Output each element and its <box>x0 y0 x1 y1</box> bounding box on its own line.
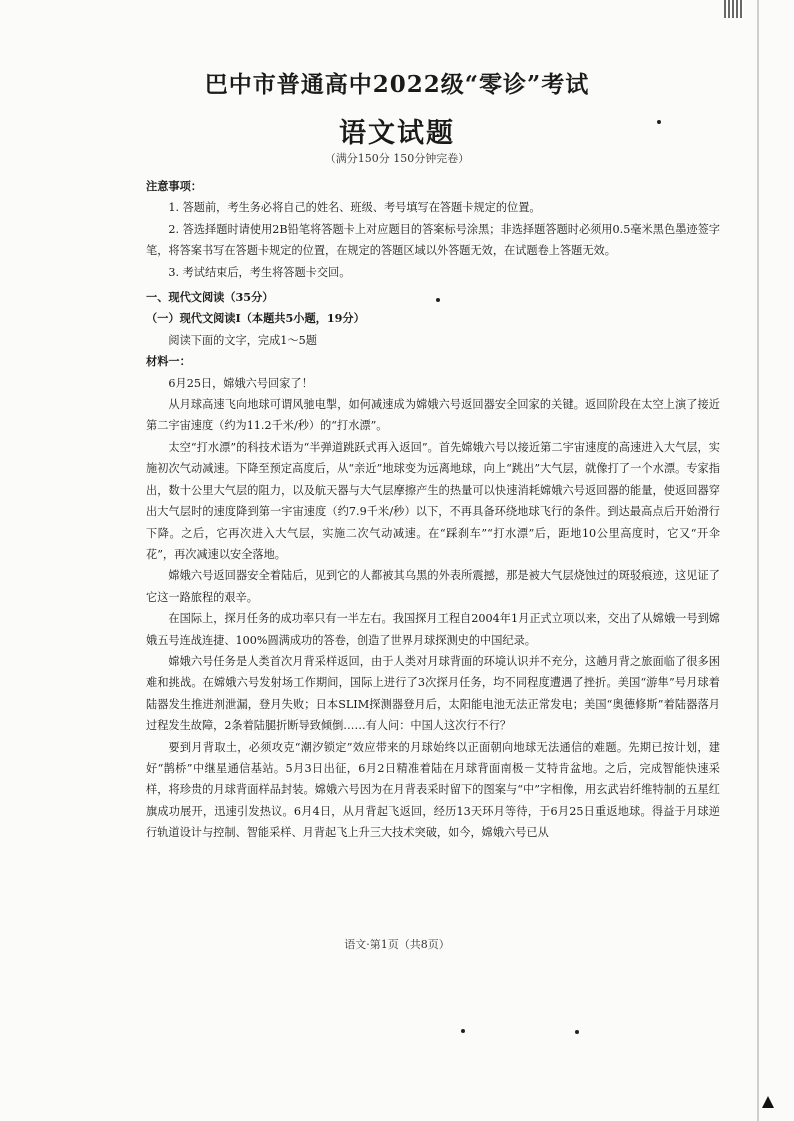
notice-item-2: 2. 答选择题时请使用2B铅笔将答题卡上对应题目的答案标号涂黑；非选择题答题时必须用0.5毫米黑色墨迹签字笔，将答案书写在答题卡规定的位置，在规定的答题区域以外答题无效，在试题卷上答题无效。 <box>146 222 720 258</box>
notice-heading: 注意事项： <box>146 179 202 193</box>
scan-speck <box>657 120 661 124</box>
paragraph-3: 太空“打水漂”的科技术语为“半弹道跳跃式再入返回”。首先嫦娥六号以接近第二宇宙速度的高速进入大气层，实施初次气动减速。下降至预定高度后，从“亲近”地球变为远离地球，向上“跳出”大气层，就像打了一个水漂。专家指出，数十公里大气层的阻力，以及航天器与大气层摩擦产生的热量可以快速消耗嫦娥六号返回器的能量，使返回器穿出大气层时的速度降到第一宇宙速度（约7.9千米/秒）以下，不再具备环绕地球飞行的条件。到达最高点后开始滑行下降。之后，它再次进入大气层，实施二次气动减速。在“踩刹车”“打水漂”后，距地10公里高度时，它又“开伞花”，再次减速以安全落地。 <box>146 440 720 561</box>
paragraph-4: 嫦娥六号返回器安全着陆后，见到它的人都被其乌黑的外表所震撼，那是被大气层烧蚀过的斑驳痕迹，这见证了它这一路旅程的艰辛。 <box>146 569 720 604</box>
paragraph-1: 6月25日，嫦娥六号回家了！ <box>168 376 313 390</box>
paragraph-7: 要到月背取土，必须攻克“潮汐锁定”效应带来的月球始终以正面朝向地球无法通信的难题。先期已按计划，建好“鹊桥”中继星通信基站。5月3日出征，6月2日精准着陆在月球背面南极－艾特肯盆地。之后，完成智能快速采样，将珍贵的月球背面样品封装。嫦娥六号因为在月背表采时留下的图案与“中”字相像，用玄武岩纤维特制的五星红旗成功展开，迅速引发热议。6月4日，从月背起飞返回，经历13天环月等待，于6月25日重返地球。得益于月球逆行轨道设计与控制、智能采样、月背起飞上升三大技术突破，如今，嫦娥六号已从 <box>146 740 720 840</box>
exam-content <box>146 176 720 844</box>
exam-subtitle: 语文试题 <box>339 118 455 149</box>
scan-corner-arrow <box>762 1096 774 1108</box>
paragraph-2: 从月球高速飞向地球可谓风驰电掣，如何减速成为嫦娥六号返回器安全回家的关键。返回阶段在太空上演了接近第二宇宙速度（约为11.2千米/秒）的“打水漂”。 <box>146 398 720 433</box>
scan-speck <box>575 1030 579 1034</box>
scan-speck <box>461 1029 465 1033</box>
scan-speck <box>436 298 440 302</box>
scan-edge <box>757 0 759 1121</box>
section-title: 一、现代文阅读（35分） <box>146 290 274 305</box>
notice-item-3: 3. 考试结束后，考生将答题卡交回。 <box>168 265 351 279</box>
subsection-title: （一）现代文阅读Ⅰ（本题共5小题，19分） <box>146 311 365 326</box>
scan-corner-mark <box>724 0 744 18</box>
exam-note: （满分150分 150分钟完卷） <box>324 152 470 165</box>
material-label: 材料一： <box>146 354 191 369</box>
exam-title: 巴中市普通高中2022级“零诊”考试 <box>204 71 590 98</box>
page-footer: 语文·第1页（共8页） <box>344 938 450 951</box>
notice-item-1: 1. 答题前，考生务必将自己的姓名、班级、考号填写在答题卡规定的位置。 <box>168 201 541 215</box>
paragraph-5: 在国际上，探月任务的成功率只有一半左右。我国探月工程自2004年1月正式立项以来，交出了从嫦娥一号到嫦娥五号连战连捷、100%圆满成功的答卷，创造了世界月球探测史的中国纪录。 <box>146 612 720 647</box>
paragraph-6: 嫦娥六号任务是人类首次月背采样返回，由于人类对月球背面的环境认识并不充分，这趟月背之旅面临了很多困难和挑战。在嫦娥六号发射场工作期间，国际上进行了3次探月任务，均不同程度遭遇了挫折。美国“游隼”号月球着陆器发生推进剂泄漏，登月失败；日本SLIM探测器登月后，太阳能电池无法正常发电；美国“奥德修斯”着陆器落月过程发生故障，2条着陆腿折断导致倾倒……有人问：中国人这次行不行？ <box>146 654 720 733</box>
reading-instruction: 阅读下面的文字，完成1～5题 <box>168 333 317 347</box>
